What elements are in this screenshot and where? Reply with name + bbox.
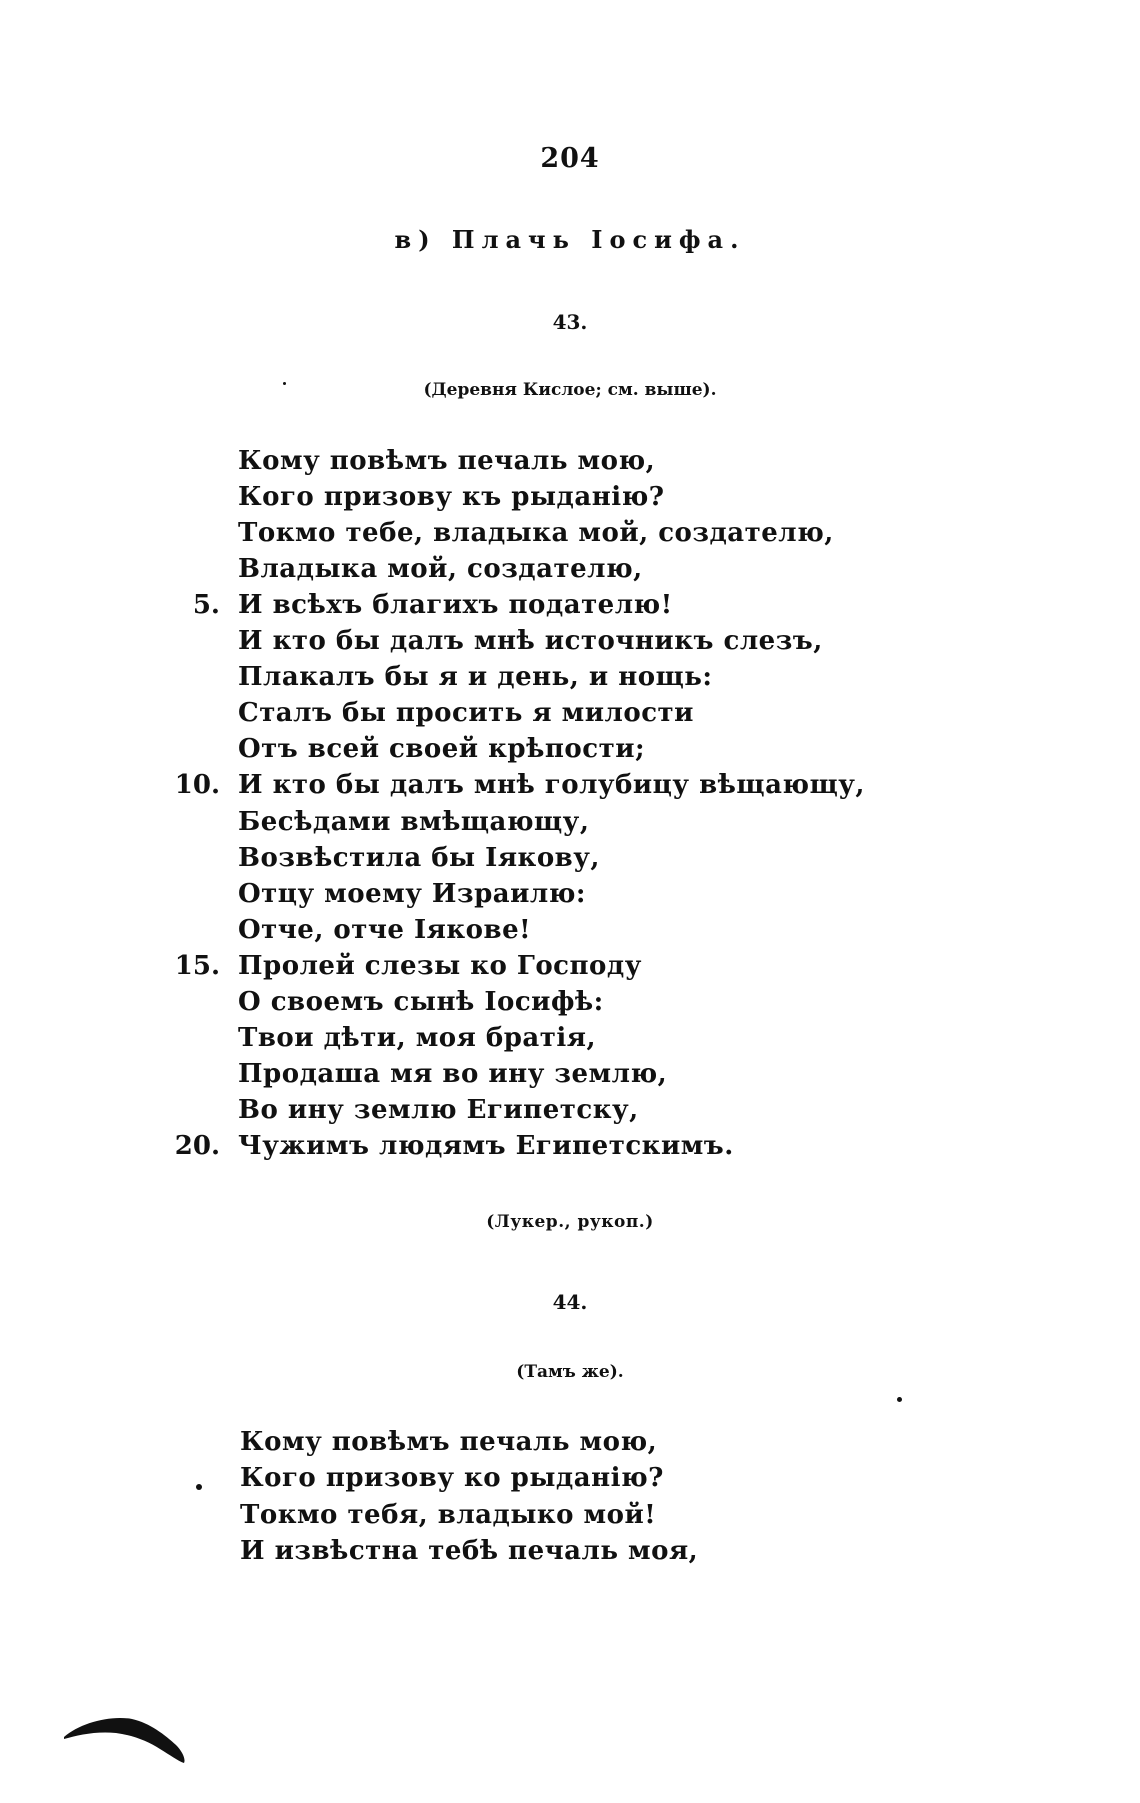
scan-speck bbox=[897, 1397, 902, 1402]
verse-line: Продаша мя во ину землю, bbox=[238, 1058, 668, 1089]
verse-line: Пролей слезы ко Господу bbox=[238, 950, 642, 981]
song-source: (Деревня Кислое; см. выше). bbox=[423, 380, 717, 400]
verse-line: Кому повѣмъ печаль мою, bbox=[240, 1427, 658, 1457]
line-number: 10. bbox=[174, 770, 220, 801]
verse-line: Во ину землю Египетску, bbox=[238, 1094, 639, 1125]
verse-line: Отцу моему Израилю: bbox=[238, 878, 586, 909]
scan-speck bbox=[283, 382, 286, 385]
verse-line: Кому повѣмъ печаль мою, bbox=[238, 446, 656, 476]
song-number: 43. bbox=[552, 310, 588, 334]
line-number: 20. bbox=[174, 1130, 220, 1161]
verse-line: Владыка мой, создателю, bbox=[238, 554, 643, 585]
verse-line: Плакалъ бы я и день, и нощь: bbox=[238, 662, 713, 693]
verse-line: Токмо тебе, владыка мой, создателю, bbox=[238, 518, 834, 549]
verse-line: Бесѣдами вмѣщающу, bbox=[238, 806, 590, 837]
verse-line: Чужимъ людямъ Египетскимъ. bbox=[238, 1130, 734, 1161]
verse-line: Сталъ бы просить я милости bbox=[238, 698, 694, 729]
scan-speck bbox=[196, 1484, 202, 1490]
verse-line: Токмо тебя, владыко мой! bbox=[240, 1499, 657, 1530]
song-number: 44. bbox=[552, 1290, 588, 1314]
verse-line: Отче, отче Іякове! bbox=[238, 914, 532, 945]
song-source: (Тамъ же). bbox=[516, 1362, 624, 1382]
scan-blot bbox=[60, 1705, 190, 1775]
section-title: в) Плачь Іосифа. bbox=[394, 225, 746, 254]
verse-line: Кого призову ко рыданію? bbox=[240, 1463, 664, 1494]
verse-line: О своемъ сынѣ Іосифѣ: bbox=[238, 986, 604, 1017]
verse-line: И кто бы далъ мнѣ источникъ слезъ, bbox=[238, 626, 823, 657]
line-number: 5. bbox=[192, 590, 220, 621]
song-attribution: (Лукер., рукоп.) bbox=[486, 1212, 654, 1232]
verse-line: И извѣстна тебѣ печаль моя, bbox=[240, 1535, 699, 1566]
verse-line: Кого призову къ рыданію? bbox=[238, 482, 665, 513]
verse-line: Твои дѣти, моя братія, bbox=[238, 1022, 597, 1053]
verse-line: Возвѣстила бы Іякову, bbox=[238, 842, 600, 873]
verse-line: И всѣхъ благихъ подателю! bbox=[238, 590, 673, 621]
page-number: 204 bbox=[540, 143, 600, 174]
verse-line: Отъ всей своей крѣпости; bbox=[238, 734, 646, 765]
verse-line: И кто бы далъ мнѣ голубицу вѣщающу, bbox=[238, 770, 865, 801]
line-number: 15. bbox=[174, 950, 220, 981]
